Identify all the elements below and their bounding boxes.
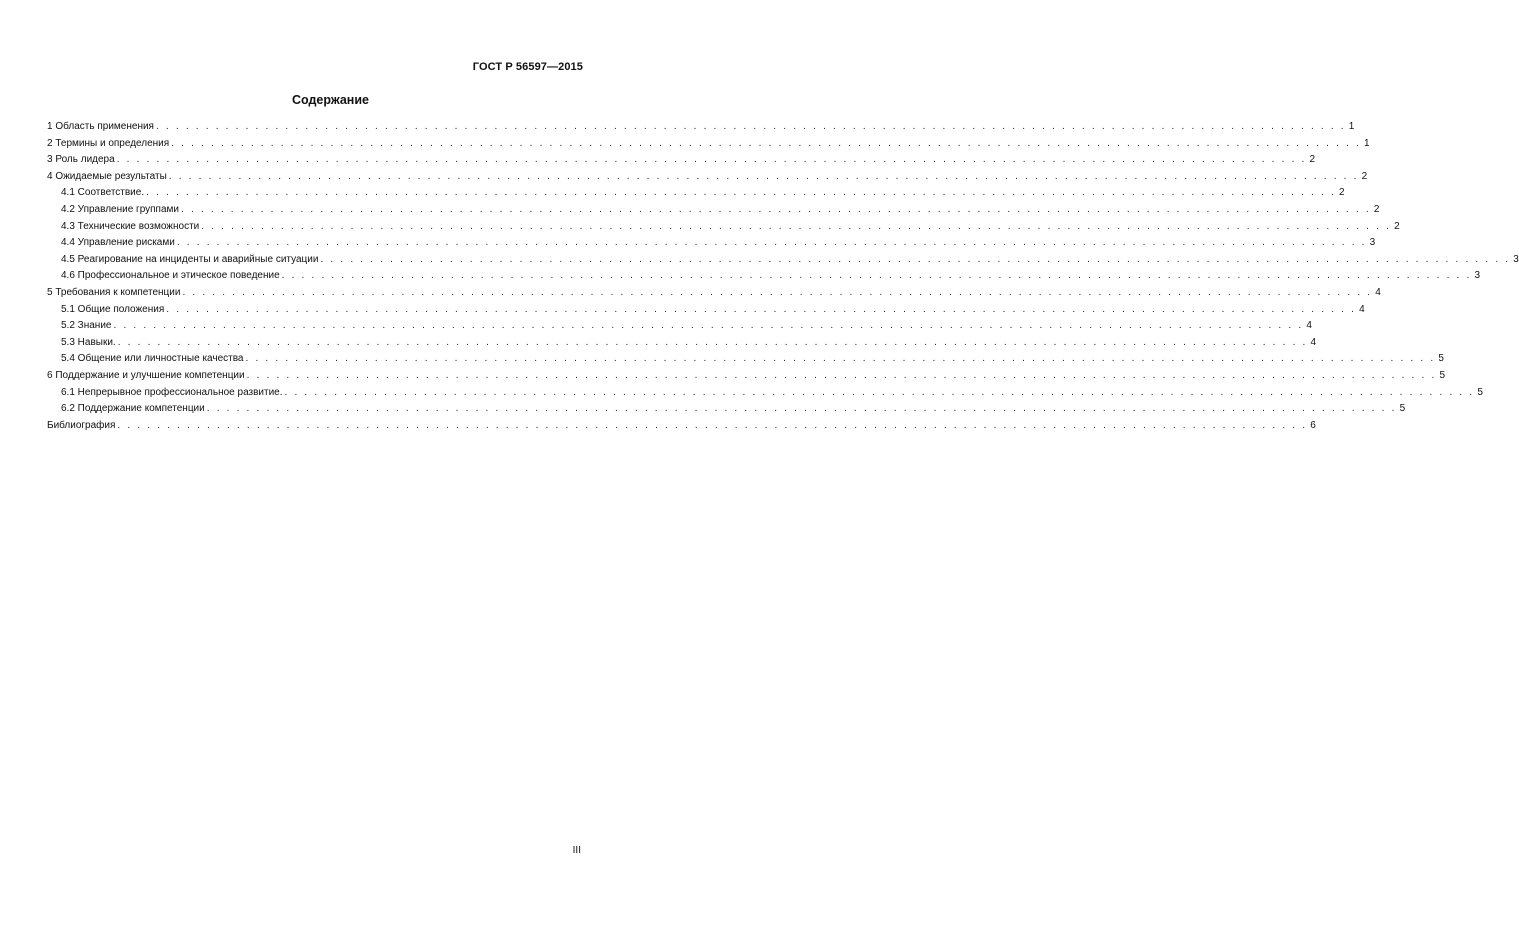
- toc-entry-label: 6 Поддержание и улучшение компетенции: [47, 369, 245, 381]
- toc-entry-label: 5.1 Общие положения: [61, 303, 165, 315]
- toc-entry-page: 5: [1399, 403, 1406, 415]
- toc-entry[interactable]: [47, 318, 1312, 335]
- toc-dot-leader: . . . . . . . . . . . . . . . . . . . . . . . . . . . . . . . . . . . . . . . . . . . . . . . . . . . . . . . . . . . . . . . . . . . . . . . . . . . . . . . . . . . . . . . . . . . . . . . . . . . . . . . . . . . . . . . . . . . . . . . .: [245, 353, 1436, 365]
- toc-entry-label: 4.3 Технические возможности: [61, 220, 200, 232]
- toc-entry[interactable]: [47, 335, 1317, 352]
- toc-entry-label: 1 Область применения: [47, 121, 154, 132]
- toc-entry-label: 4.1 Соответствие.: [61, 187, 145, 199]
- toc-entry-page: 1: [1348, 121, 1355, 132]
- toc-dot-leader: . . . . . . . . . . . . . . . . . . . . . . . . . . . . . . . . . . . . . . . . . . . . . . . . . . . . . . . . . . . . . . . . . . . . . . . . . . . . . . . . . . . . . . . . . . . . . . . . . . . . . . . . . . . . . . . . . . . . . . . .: [281, 270, 1472, 282]
- toc-dot-leader: . . . . . . . . . . . . . . . . . . . . . . . . . . . . . . . . . . . . . . . . . . . . . . . . . . . . . . . . . . . . . . . . . . . . . . . . . . . . . . . . . . . . . . . . . . . . . . . . . . . . . . . . . . . . . . . . . . . . . . . .: [113, 320, 1304, 332]
- toc-entry-page: 4: [1310, 336, 1317, 348]
- toc-entry-page: 2: [1309, 154, 1316, 166]
- document-code: ГОСТ Р 56597—2015: [472, 61, 583, 73]
- toc-entry[interactable]: [47, 185, 1345, 202]
- toc-entry-label: 6.2 Поддержание компетенции: [61, 403, 205, 415]
- toc-dot-leader: . . . . . . . . . . . . . . . . . . . . . . . . . . . . . . . . . . . . . . . . . . . . . . . . . . . . . . . . . . . . . . . . . . . . . . . . . . . . . . . . . . . . . . . . . . . . . . . . . . . . . . . . . . . . . . . . . . . . . . . .: [117, 336, 1308, 348]
- toc-entry-label: 4.4 Управление рисками: [61, 237, 175, 249]
- toc-dot-leader: . . . . . . . . . . . . . . . . . . . . . . . . . . . . . . . . . . . . . . . . . . . . . . . . . . . . . . . . . . . . . . . . . . . . . . . . . . . . . . . . . . . . . . . . . . . . . . . . . . . . . . . . . . . . . . . . . . . . . . . .: [116, 154, 1307, 166]
- toc-entry-label: 4 Ожидаемые результаты: [47, 170, 167, 182]
- toc-entry-label: Библиография: [47, 419, 116, 431]
- toc-dot-leader: . . . . . . . . . . . . . . . . . . . . . . . . . . . . . . . . . . . . . . . . . . . . . . . . . . . . . . . . . . . . . . . . . . . . . . . . . . . . . . . . . . . . . . . . . . . . . . . . . . . . . . . . . . . . . . . . . . . . . . . .: [166, 303, 1357, 315]
- toc-dot-leader: . . . . . . . . . . . . . . . . . . . . . . . . . . . . . . . . . . . . . . . . . . . . . . . . . . . . . . . . . . . . . . . . . . . . . . . . . . . . . . . . . . . . . . . . . . . . . . . . . . . . . . . . . . . . . . . . . . . . . . . .: [146, 187, 1336, 199]
- toc-dot-leader: . . . . . . . . . . . . . . . . . . . . . . . . . . . . . . . . . . . . . . . . . . . . . . . . . . . . . . . . . . . . . . . . . . . . . . . . . . . . . . . . . . . . . . . . . . . . . . . . . . . . . . . . . . . . . . . . . . . . . . . .: [171, 137, 1362, 149]
- toc-dot-leader: . . . . . . . . . . . . . . . . . . . . . . . . . . . . . . . . . . . . . . . . . . . . . . . . . . . . . . . . . . . . . . . . . . . . . . . . . . . . . . . . . . . . . . . . . . . . . . . . . . . . . . . . . . . . . . . . . . . . . . . .: [320, 253, 1511, 265]
- toc-entry-label: 6.1 Непрерывное профессиональное развитие.: [61, 386, 283, 398]
- toc-entry[interactable]: [47, 368, 1445, 385]
- toc-entry-page: 2: [1361, 170, 1368, 182]
- toc-entry[interactable]: [47, 219, 1400, 236]
- toc-entry[interactable]: [47, 169, 1368, 186]
- toc-dot-leader: . . . . . . . . . . . . . . . . . . . . . . . . . . . . . . . . . . . . . . . . . . . . . . . . . . . . . . . . . . . . . . . . . . . . . . . . . . . . . . . . . . . . . . . . . . . . . . . . . . . . . . . . . . . . . . . . . . . . . . . .: [182, 286, 1373, 298]
- toc-entry[interactable]: [47, 418, 1316, 435]
- table-of-contents: [47, 119, 1519, 434]
- toc-entry-page: 4: [1306, 320, 1312, 332]
- toc-entry-page: 2: [1394, 220, 1400, 232]
- toc-dot-leader: . . . . . . . . . . . . . . . . . . . . . . . . . . . . . . . . . . . . . . . . . . . . . . . . . . . . . . . . . . . . . . . . . . . . . . . . . . . . . . . . . . . . . . . . . . . . . . . . . . . . . . . . . . . . . . . . . . . . . . . .: [181, 203, 1371, 215]
- toc-dot-leader: . . . . . . . . . . . . . . . . . . . . . . . . . . . . . . . . . . . . . . . . . . . . . . . . . . . . . . . . . . . . . . . . . . . . . . . . . . . . . . . . . . . . . . . . . . . . . . . . . . . . . . . . . . . . . . . . . . . . . . . .: [206, 403, 1397, 415]
- toc-dot-leader: . . . . . . . . . . . . . . . . . . . . . . . . . . . . . . . . . . . . . . . . . . . . . . . . . . . . . . . . . . . . . . . . . . . . . . . . . . . . . . . . . . . . . . . . . . . . . . . . . . . . . . . . . . . . . . . . . . . . . . . .: [246, 369, 1437, 381]
- toc-entry-label: 4.5 Реагирование на инциденты и аварийные ситуации: [61, 253, 319, 265]
- toc-entry[interactable]: [47, 136, 1370, 153]
- toc-entry-page: 5: [1439, 369, 1445, 381]
- toc-entry[interactable]: [47, 401, 1406, 418]
- toc-entry-page: 3: [1474, 270, 1481, 282]
- toc-entry[interactable]: [47, 351, 1444, 368]
- toc-entry[interactable]: [47, 202, 1380, 219]
- toc-entry-page: 3: [1369, 237, 1376, 249]
- toc-entry-page: 5: [1438, 353, 1444, 365]
- toc-dot-leader: . . . . . . . . . . . . . . . . . . . . . . . . . . . . . . . . . . . . . . . . . . . . . . . . . . . . . . . . . . . . . . . . . . . . . . . . . . . . . . . . . . . . . . . . . . . . . . . . . . . . . . . . . . . . . . . . . . . . . . . .: [168, 170, 1359, 182]
- toc-entry[interactable]: [47, 285, 1381, 302]
- toc-entry-label: 4.6 Профессиональное и этическое поведение: [61, 270, 280, 282]
- toc-entry-label: 2 Термины и определения: [47, 137, 170, 149]
- toc-entry-page: 2: [1373, 203, 1380, 215]
- toc-dot-leader: . . . . . . . . . . . . . . . . . . . . . . . . . . . . . . . . . . . . . . . . . . . . . . . . . . . . . . . . . . . . . . . . . . . . . . . . . . . . . . . . . . . . . . . . . . . . . . . . . . . . . . . . . . . . . . . . . . . . . . . .: [201, 220, 1392, 232]
- toc-entry-page: 4: [1375, 286, 1381, 298]
- toc-dot-leader: . . . . . . . . . . . . . . . . . . . . . . . . . . . . . . . . . . . . . . . . . . . . . . . . . . . . . . . . . . . . . . . . . . . . . . . . . . . . . . . . . . . . . . . . . . . . . . . . . . . . . . . . . . . . . . . . . . . . . . . .: [117, 419, 1308, 431]
- toc-entry[interactable]: [47, 252, 1519, 269]
- toc-entry-label: 5.4 Общение или личностные качества: [61, 353, 244, 365]
- page-number: III: [572, 845, 581, 856]
- toc-entry-page: 6: [1310, 419, 1316, 431]
- toc-entry-page: 2: [1338, 187, 1345, 199]
- toc-entry[interactable]: [47, 152, 1316, 169]
- toc-entry-label: 5 Требования к компетенции: [47, 286, 181, 298]
- toc-entry-page: 3: [1513, 253, 1519, 265]
- page-title: Содержание: [291, 93, 369, 107]
- toc-entry-label: 5.3 Навыки.: [61, 336, 116, 348]
- toc-entry[interactable]: [47, 119, 1355, 136]
- toc-entry[interactable]: [47, 235, 1376, 252]
- toc-entry-page: 5: [1477, 386, 1483, 398]
- toc-entry-label: 4.2 Управление группами: [61, 203, 179, 215]
- toc-entry[interactable]: [47, 302, 1365, 319]
- toc-entry-page: 4: [1359, 303, 1365, 315]
- toc-dot-leader: . . . . . . . . . . . . . . . . . . . . . . . . . . . . . . . . . . . . . . . . . . . . . . . . . . . . . . . . . . . . . . . . . . . . . . . . . . . . . . . . . . . . . . . . . . . . . . . . . . . . . . . . . . . . . . . . . . . . . . . .: [176, 237, 1367, 249]
- toc-entry-page: 1: [1364, 137, 1370, 149]
- toc-dot-leader: . . . . . . . . . . . . . . . . . . . . . . . . . . . . . . . . . . . . . . . . . . . . . . . . . . . . . . . . . . . . . . . . . . . . . . . . . . . . . . . . . . . . . . . . . . . . . . . . . . . . . . . . . . . . . . . . . . . . . . . .: [155, 121, 1346, 132]
- toc-entry-label: 5.2 Знание: [61, 320, 112, 332]
- toc-entry-label: 3 Роль лидера: [47, 154, 115, 166]
- toc-entry[interactable]: [47, 268, 1481, 285]
- toc-dot-leader: . . . . . . . . . . . . . . . . . . . . . . . . . . . . . . . . . . . . . . . . . . . . . . . . . . . . . . . . . . . . . . . . . . . . . . . . . . . . . . . . . . . . . . . . . . . . . . . . . . . . . . . . . . . . . . . . . . . . . . . .: [284, 386, 1475, 398]
- toc-entry[interactable]: [47, 385, 1483, 402]
